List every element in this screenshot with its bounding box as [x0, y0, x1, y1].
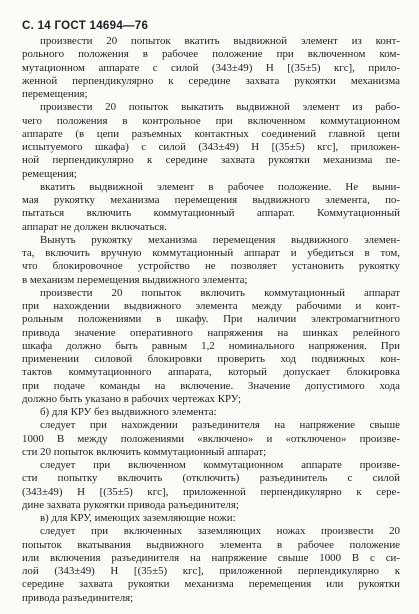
text-line: середине захвата рукоятки механизма перемещения или рукоятки: [22, 578, 400, 591]
text-line: аппарате (в цепи разъемных контактных соединений главной цепи: [22, 127, 400, 140]
text-line: перемещения;: [22, 88, 88, 100]
text-line: или включения разъединителя на напряжение свыше 1000 В с си-: [22, 551, 400, 564]
text-line: вкатить выдвижной элемент в рабочее положение. Не выни-: [40, 180, 400, 193]
text-line: в) для КРУ, имеющих заземляющие ножи:: [40, 512, 236, 524]
text-line: испытуемого шкафа) с силой (343±49) Н [(35±5) кгс], приложен-: [22, 141, 400, 153]
text-line: дине захвата рукоятки привода разъединителя;: [22, 498, 239, 511]
text-line: привода значение оперативного напряжения на шинках релейного: [22, 326, 400, 339]
text-line: аппарат не должен включаться.: [22, 220, 167, 233]
text-line: пытаться включить коммутационный аппарат. Коммутационный: [22, 207, 400, 220]
text-line: следует при включенных заземляющих ножах произвести 20: [40, 525, 400, 538]
text-line: та, включить вручную коммутационный аппарат и убедиться в том,: [22, 247, 400, 259]
text-line: произвести 20 попыток выкатить выдвижной элемент из рабо-: [40, 101, 400, 114]
page-header: С. 14 ГОСТ 14694—76: [22, 20, 149, 32]
text-line: при подаче команды на включение. Значение допустимого хода: [22, 379, 400, 392]
text-line: рольным положениями в шкафу. При наличии электромагнитного: [22, 313, 400, 326]
text-line: тактов коммутационного аппарата, который допускает блокировка: [22, 366, 400, 379]
text-line: применении силовой блокировки проверить ход подвижных кон-: [22, 353, 400, 365]
text-line: чего положения в контрольное при включенном коммутационном: [22, 114, 400, 127]
text-line: ной перпендикулярно к середине захвата рукоятки механизма пе-: [22, 154, 400, 167]
text-line: должно быть указано в рабочих чертежах КРУ;: [22, 392, 242, 405]
text-line: произвести 20 попыток включить коммутационный аппарат: [40, 286, 400, 299]
text-line: ремещения;: [22, 167, 77, 180]
text-line: при нахождении выдвижного элемента между рабочими и конт-: [22, 300, 400, 312]
text-line: (343±49) Н [(35±5) кгс], приложенной перпендикулярно к сере-: [22, 485, 400, 498]
text-line: мутационном аппарате с силой (343±49) Н [(35±5) кгс], прило-: [22, 61, 400, 74]
text-line: мая рукоятку механизма перемещения выдвижного элемента, по-: [22, 194, 400, 206]
text-line: сти 20 попыток включить коммутационный аппарат;: [22, 445, 267, 458]
text-line: 1000 В между положениями «включено» и «отключено» произве-: [22, 432, 400, 445]
document-body: [22, 35, 400, 605]
text-line: лой (343±49) Н [(35±5) кгс], приложенной перпендикулярно к: [22, 565, 400, 577]
text-line: шкафа должно быть равным 1,2 номинального напряжения. При: [22, 339, 400, 352]
text-line: в механизм перемещения выдвижного элемента;: [22, 273, 248, 286]
text-line: произвести 20 попыток вкатить выдвижной элемент из конт-: [40, 35, 400, 47]
text-line: что блокировочное устройство не позволяет установить рукоятку: [22, 260, 400, 273]
text-line: следует при включенном коммутационном аппарате произве-: [40, 459, 400, 471]
text-line: б) для КРУ без выдвижного элемента:: [40, 406, 217, 418]
text-line: Вынуть рукоятку механизма перемещения выдвижного элемен-: [40, 233, 400, 246]
text-line: привода разъединителя;: [22, 591, 134, 604]
text-line: следует при нахождении разъединителя на напряжение свыше: [40, 419, 400, 432]
text-line: сти попытку включить (отключить) разъединитель с силой: [22, 472, 400, 485]
text-line: женной перпендикулярно к середине захвата рукоятки механизма: [22, 74, 400, 87]
text-line: попыток вкатывания выдвижного элемента в рабочее положение: [22, 538, 400, 551]
text-line: рольного положения в рабочее положение при включенном ком-: [22, 48, 400, 61]
